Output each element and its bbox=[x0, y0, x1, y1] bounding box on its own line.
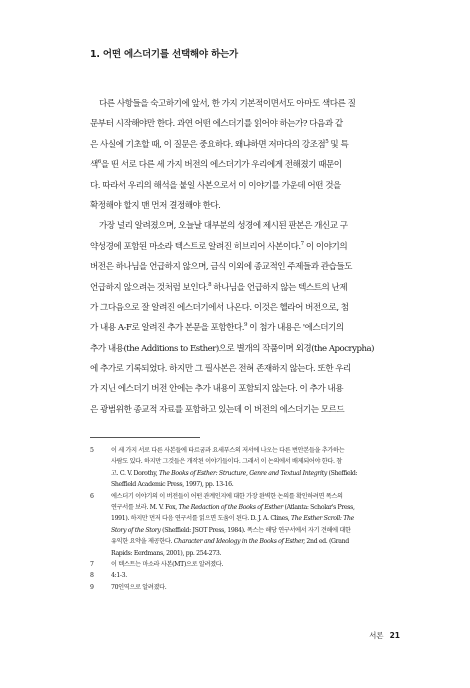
footnotes bbox=[90, 445, 408, 593]
text-line: 추가 내용(the Additions to Esther)으로 별개의 작품이며 외경(the Apocrypha) bbox=[90, 343, 375, 354]
text-run: 가 내용 A-F로 알려진 추가 본문을 포함한다. bbox=[90, 323, 245, 334]
text-run: 을 띤 서로 다른 세 가지 버전의 에스더기가 우리에게 전해졌기 때문이 bbox=[100, 160, 342, 171]
text-line: 가 그다음으로 잘 알려진 에스더기에서 나온다. 이것은 헬라어 버전으로, 첨 bbox=[90, 302, 349, 313]
footnote-line bbox=[111, 456, 408, 467]
text-line bbox=[90, 135, 404, 155]
footnote bbox=[90, 559, 408, 570]
book-title: Character and Ideology in the Books of Esther, bbox=[173, 538, 305, 546]
text-line bbox=[90, 155, 404, 175]
footnote-line bbox=[111, 502, 408, 513]
footnote-text: Sheffield Academic Press, 1997), pp. 13-16. bbox=[111, 481, 234, 489]
text-line: 은 광범위한 종교적 자료를 포함하고 있는데 이 버전의 에스더기는 모르드 bbox=[90, 404, 345, 415]
footnote-ref: 5 bbox=[325, 138, 329, 145]
footnote-number: 6 bbox=[90, 492, 94, 500]
footnote-text: 1991). 하지만 먼저 다음 연구서를 읽으면 도움이 된다. D. J. A. Clines, bbox=[111, 515, 291, 523]
page-number: 21 bbox=[389, 631, 400, 640]
footnote-text: 연구서를 보라. M. V. Fox, bbox=[111, 503, 179, 511]
footnote bbox=[90, 570, 408, 581]
text-line: 가장 널리 알려졌으며, 오늘날 대부분의 성경에 제시된 판본은 개신교 구 bbox=[99, 221, 348, 232]
page-footer bbox=[369, 630, 400, 641]
footnote-line bbox=[111, 582, 408, 593]
paragraph-1 bbox=[90, 94, 404, 216]
footnote bbox=[90, 582, 408, 593]
text-run: 이 이야기의 bbox=[303, 241, 348, 252]
text-line: 버전은 하나님을 언급하지 않으며, 금식 이외에 종교적인 주제들과 관습들도 bbox=[90, 262, 352, 273]
text-line: 에 추가로 기록되었다. 하지만 그 필사본은 전혀 존재하지 않는다. 또한 우리 bbox=[90, 364, 351, 375]
text-line bbox=[90, 237, 404, 257]
footnote-line bbox=[111, 525, 408, 536]
text-run: 약성경에 포함된 마소라 텍스트로 알려진 히브리어 사본이다. bbox=[90, 241, 301, 252]
text-run: 이 첨가 내용은 '에스더기의 bbox=[247, 323, 344, 334]
text-line: 가 지닌 에스더기 버전 안에는 추가 내용이 포함되지 않는다. 이 추가 내용 bbox=[90, 384, 344, 395]
footnote-line bbox=[111, 468, 408, 479]
footnote-line bbox=[111, 559, 408, 570]
text-run: 및 특 bbox=[328, 139, 349, 150]
text-line: 다른 사항들을 숙고하기에 앞서, 한 가지 기본적이면서도 아마도 색다른 질 bbox=[99, 99, 356, 109]
footnote-number: 8 bbox=[90, 572, 94, 580]
text-run: 하나님을 언급하지 않는 텍스트의 난제 bbox=[211, 282, 348, 293]
text-line bbox=[90, 318, 404, 338]
book-title: The Esther Scroll: The bbox=[291, 515, 354, 523]
footnote-text: 고. C. V. Dorothy, bbox=[111, 469, 159, 477]
footnote-text: 2nd ed. (Grand bbox=[304, 538, 349, 546]
running-section-title: 서론 bbox=[369, 631, 384, 640]
footnote-text: 70인역으로 알려졌다. bbox=[111, 583, 167, 591]
footnote-text: (Sheffield: JSOT Press, 1984). 폭스는 해당 연구서에서 자기 견해에 대한 bbox=[160, 526, 351, 534]
footnote-ref: 7 bbox=[300, 240, 304, 247]
text-line: 다. 따라서 우리의 해석을 붙일 사본으로서 이 이야기를 가운데 어떤 것을 bbox=[90, 180, 341, 191]
footnote-text: 사람도 있다. 하지만 그것들은 개작된 이야기들이다. 그래서 이 논의에서 배제되어야 한다. 참 bbox=[111, 458, 342, 466]
text-line: 확정해야 할지 맨 먼저 결정해야 한다. bbox=[90, 200, 221, 211]
footnote-text: 이 텍스트는 마소라 사본(MT)으로 알려졌다. bbox=[111, 560, 224, 568]
footnote-text: (Atlanta: Scholar's Press, bbox=[282, 503, 355, 511]
footnote-ref: 6 bbox=[97, 159, 101, 166]
text-run: 색 bbox=[90, 160, 98, 171]
footnote-text: 에스더기 이야기의 이 버전들이 어떤 관계인지에 대한 가장 완벽한 논의를 확인하려면 폭스의 bbox=[111, 492, 343, 500]
text-line bbox=[90, 278, 404, 298]
footnote-text: Rapids: Eerdmans, 2001), pp. 254-273. bbox=[111, 549, 222, 557]
footnote-ref: 9 bbox=[244, 322, 248, 329]
footnote-text: 4:1-3. bbox=[111, 572, 127, 580]
text-line: 문부터 시작해야만 한다. 과연 어떤 에스더기를 읽어야 하는가? 다음과 같 bbox=[90, 119, 343, 130]
footnote bbox=[90, 491, 408, 559]
book-title: The Books of Esther: Structure, Genre and Textual Integrity bbox=[158, 469, 327, 477]
footnote-line bbox=[111, 445, 408, 456]
section-heading: 1. 어떤 에스더기를 선택해야 하는가 bbox=[90, 49, 238, 60]
footnote bbox=[90, 445, 408, 491]
footnote-number: 7 bbox=[90, 560, 94, 568]
paragraph-2 bbox=[90, 216, 404, 420]
footnote-text: 유익한 요약을 제공한다. bbox=[111, 538, 174, 546]
footnote-text: (Sheffield: bbox=[326, 469, 358, 477]
footnote-line bbox=[111, 513, 408, 524]
book-title: Story of the Story bbox=[111, 526, 161, 534]
text-run: 은 사실에 기초할 때, 이 질문은 중요하다. 왜냐하면 저마다의 강조점 bbox=[90, 139, 326, 150]
footnote-line bbox=[111, 570, 408, 581]
footnote-ref: 8 bbox=[208, 281, 212, 288]
footnote-text: 이 세 가지 서로 다른 사본들에 타르굼과 요세푸스의 저서에 나오는 다른 번안본들을 추가하는 bbox=[111, 447, 345, 454]
footnote-line bbox=[111, 536, 408, 547]
footnote-separator bbox=[90, 437, 200, 438]
book-title: The Redaction of the Books of Esther bbox=[178, 503, 283, 511]
footnote-line bbox=[111, 479, 408, 490]
footnote-number: 9 bbox=[90, 583, 94, 591]
footnote-line bbox=[111, 491, 408, 502]
footnote-number: 5 bbox=[90, 447, 94, 454]
footnote-line bbox=[111, 548, 408, 559]
body-text bbox=[90, 94, 404, 420]
text-run: 언급하지 않으려는 것처럼 보인다. bbox=[90, 282, 209, 293]
